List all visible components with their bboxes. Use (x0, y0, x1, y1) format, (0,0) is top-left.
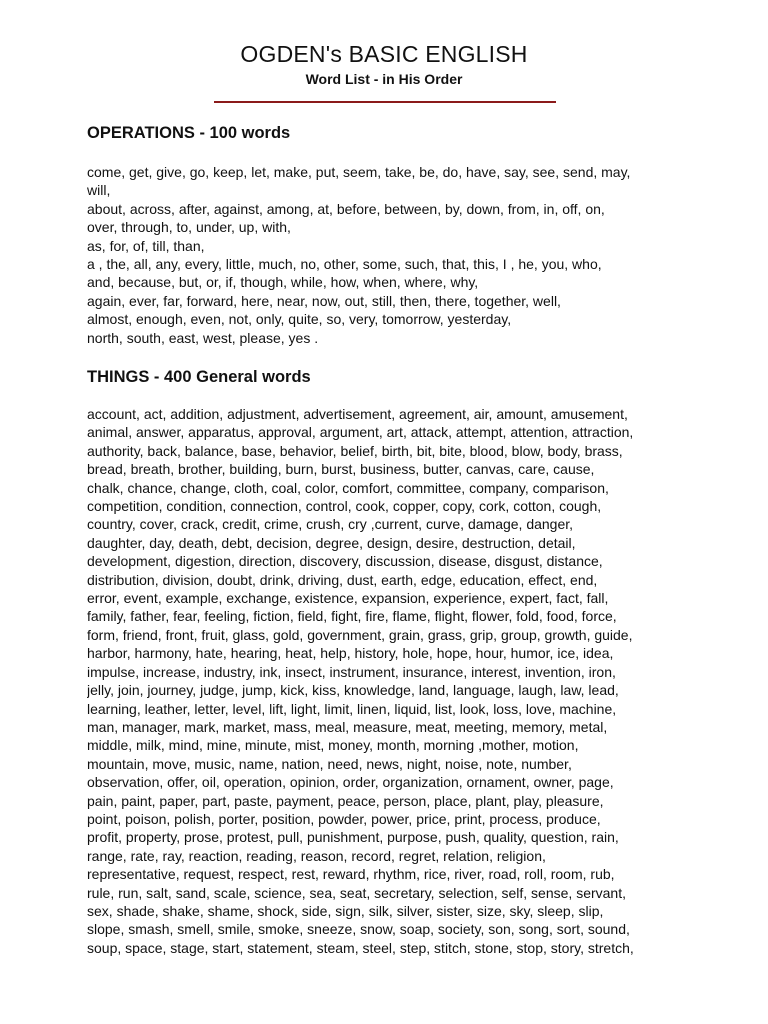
word-list-line: man, manager, mark, market, mass, meal, measure, meat, meeting, memory, metal, (87, 718, 608, 735)
word-list-line: distribution, division, doubt, drink, driving, dust, earth, edge, education, effect, end, (87, 571, 598, 588)
word-list-line: family, father, fear, feeling, fiction, field, fight, fire, flame, flight, flower, fold, food, force, (87, 608, 617, 625)
word-list-line: development, digestion, direction, discovery, discussion, disease, disgust, distance, (87, 553, 603, 570)
word-list-line: mountain, move, music, name, nation, need, news, night, noise, note, number, (87, 755, 572, 772)
word-list-line: come, get, give, go, keep, let, make, put, seem, take, be, do, have, say, see, send, may, (87, 164, 631, 180)
word-list-line: a , the, all, any, every, little, much, no, other, some, such, that, this, I , he, you, who, (87, 256, 602, 273)
document-subtitle: Word List - in His Order (305, 71, 463, 87)
word-list-line: over, through, to, under, up, with, (87, 219, 291, 236)
word-list-line: competition, condition, connection, control, cook, copper, copy, cork, cotton, cough, (87, 498, 602, 515)
word-list-line: representative, request, respect, rest, reward, rhythm, rice, river, road, roll, room, rub, (87, 866, 615, 883)
word-list-line: again, ever, far, forward, here, near, now, out, still, then, there, together, well, (87, 292, 561, 309)
word-list-line: point, poison, polish, porter, position, powder, power, price, print, process, produce, (87, 810, 601, 827)
word-list-line: rule, run, salt, sand, scale, science, sea, seat, secretary, selection, self, sense, servant, (87, 884, 626, 901)
word-list-line: observation, offer, oil, operation, opinion, order, organization, ornament, owner, page, (87, 774, 614, 791)
operations-word-list (87, 163, 727, 347)
word-list-line: bread, breath, brother, building, burn, burst, business, butter, canvas, care, cause, (87, 461, 595, 478)
word-list-line: soup, space, stage, start, statement, steam, steel, step, stitch, stone, stop, story, stretch, (87, 939, 634, 956)
word-list-line: form, friend, front, fruit, glass, gold, government, grain, grass, grip, group, growth, guide, (87, 626, 633, 643)
word-list-line: as, for, of, till, than, (87, 237, 205, 254)
word-list-line: north, south, east, west, please, yes . (87, 329, 319, 346)
word-list-line: middle, milk, mind, mine, minute, mist, money, month, morning ,mother, motion, (87, 737, 579, 754)
word-list-line: impulse, increase, industry, ink, insect, instrument, insurance, interest, invention, iron, (87, 663, 616, 680)
word-list-line: learning, leather, letter, level, lift, light, limit, linen, liquid, list, look, loss, love, machine, (87, 700, 617, 717)
word-list-line: animal, answer, apparatus, approval, argument, art, attack, attempt, attention, attraction, (87, 424, 634, 441)
word-list-line: slope, smash, smell, smile, smoke, sneeze, snow, soap, society, son, song, sort, sound, (87, 921, 630, 938)
word-list-line: harbor, harmony, hate, hearing, heat, help, history, hole, hope, hour, humor, ice, idea, (87, 645, 614, 662)
word-list-line: authority, back, balance, base, behavior, belief, birth, bit, bite, blood, blow, body, brass, (87, 442, 623, 459)
word-list-line: and, because, but, or, if, though, while, how, when, where, why, (87, 274, 479, 291)
title-divider (214, 101, 556, 103)
word-list-line: jelly, join, journey, judge, jump, kick, kiss, knowledge, land, language, laugh, law, lead, (87, 682, 619, 699)
word-list-line: daughter, day, death, debt, decision, degree, design, desire, destruction, detail, (87, 534, 576, 551)
word-list-line: will, (87, 182, 111, 199)
word-list-line: sex, shade, shake, shame, shock, side, sign, silk, silver, sister, size, sky, sleep, slip, (87, 902, 604, 919)
document-title: OGDEN's BASIC ENGLISH (240, 41, 528, 67)
word-list-line: about, across, after, against, among, at, before, between, by, down, from, in, off, on, (87, 200, 605, 217)
word-list-line: almost, enough, even, not, only, quite, so, very, tomorrow, yesterday, (87, 311, 512, 328)
things-word-list (87, 405, 727, 957)
word-list-line: range, rate, ray, reaction, reading, reason, record, regret, relation, religion, (87, 847, 546, 864)
section-heading-things: THINGS - 400 General words (87, 368, 311, 386)
word-list-line: error, event, example, exchange, existence, expansion, experience, expert, fact, fall, (87, 590, 609, 607)
section-heading-operations: OPERATIONS - 100 words (87, 124, 291, 142)
word-list-line: pain, paint, paper, part, paste, payment, peace, person, place, plant, play, pleasure, (87, 792, 604, 809)
word-list-line: country, cover, crack, credit, crime, crush, cry ,current, curve, damage, danger, (87, 516, 574, 533)
word-list-line: profit, property, prose, protest, pull, punishment, purpose, push, quality, question, rain, (87, 829, 619, 846)
word-list-line: chalk, chance, change, cloth, coal, color, comfort, committee, company, comparison, (87, 479, 609, 496)
word-list-line: account, act, addition, adjustment, advertisement, agreement, air, amount, amusement, (87, 406, 628, 422)
